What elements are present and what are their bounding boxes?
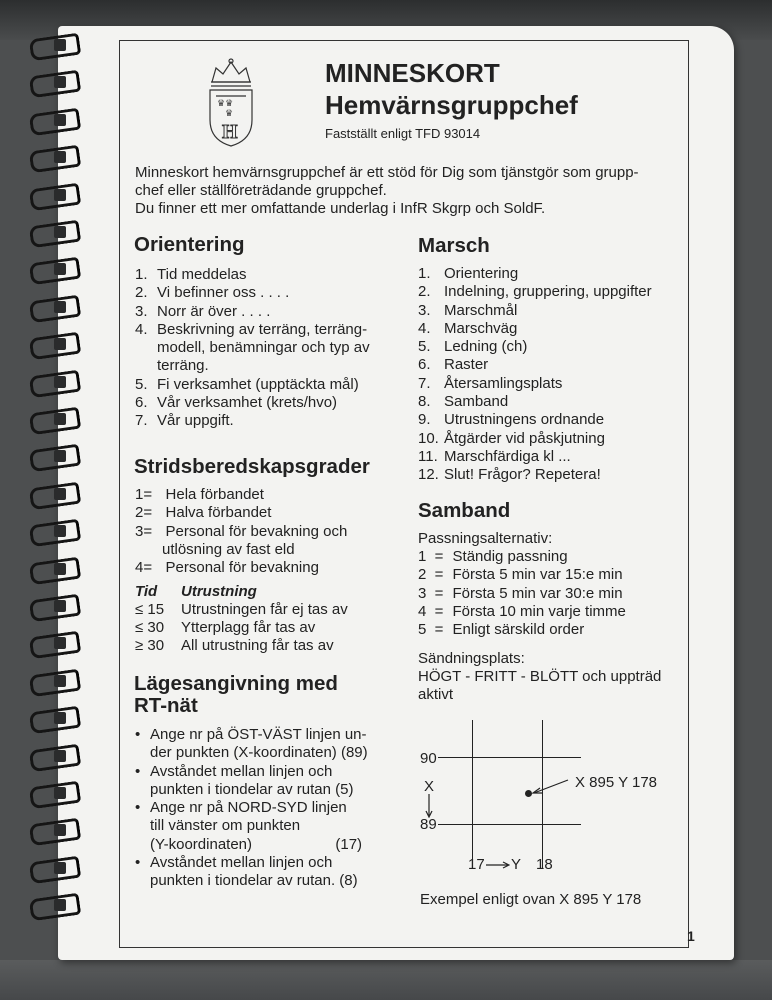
list-item: 4. Beskrivning av terräng, terräng- (135, 320, 368, 338)
table-cell-tid: ≤ 30 (135, 619, 165, 636)
list-item-continuation: terräng. (157, 357, 209, 375)
list-item: 4= Personal för bevakning (135, 559, 319, 577)
grid-label-89: 89 (420, 816, 437, 833)
samband-heading: Samband (418, 499, 511, 522)
axis-label-x: X (424, 778, 435, 795)
spiral-ring (26, 487, 88, 501)
spiral-ring (26, 636, 88, 650)
list-item: 5. Ledning (ch) (418, 338, 528, 356)
spiral-ring (26, 823, 88, 837)
list-item: 2= Halva förbandet (135, 504, 272, 522)
table-cell-text: All utrustning får tas av (181, 637, 334, 654)
sandningsplats-text: aktivt (418, 686, 454, 703)
spiral-ring (26, 150, 88, 164)
spiral-ring (26, 412, 88, 426)
list-item-continuation: punkten i tiondelar av rutan (5) (150, 780, 354, 798)
list-item: • Avståndet mellan linjen och (135, 854, 333, 872)
axis-label-y: Y (511, 856, 522, 873)
passning-label: Passningsalternativ: (418, 530, 553, 547)
arrow-down-icon (424, 794, 434, 818)
spiral-ring (26, 38, 88, 52)
list-item: 1 = Ständig passning (418, 548, 568, 565)
arrow-right-icon (486, 859, 510, 871)
grid-label-90: 90 (420, 750, 437, 767)
list-item: 1. Orientering (418, 265, 519, 282)
list-item: 3= Personal för bevakning och (135, 522, 348, 540)
coat-of-arms-icon (202, 56, 260, 148)
grid-label-18: 18 (536, 856, 553, 873)
grid-line-vertical (472, 720, 473, 868)
list-item: 1= Hela förbandet (135, 486, 264, 503)
table-cell-tid: ≥ 30 (135, 637, 165, 654)
grid-line-horizontal (438, 757, 581, 758)
list-item: 10. Åtgärder vid påskjutning (418, 429, 605, 447)
lagesangivning-heading: Lägesangivning med (134, 672, 338, 695)
background-bottom (0, 960, 772, 1000)
grid-line-horizontal (438, 824, 581, 825)
list-item: 8. Samband (418, 393, 509, 411)
spiral-ring (26, 898, 88, 912)
sandningsplats-text: HÖGT - FRITT - BLÖTT och uppträd (418, 668, 662, 685)
intro-line: Du finner ett mer omfattande underlag i InfR Skgrp och SoldF. (135, 200, 546, 217)
list-item: 3. Norr är över . . . . (135, 302, 271, 320)
page-number: 1 (687, 928, 695, 944)
spiral-ring (26, 300, 88, 314)
table-cell-text: Utrustningen får ej tas av (181, 601, 348, 618)
card-subtitle: Hemvärnsgruppchef (325, 90, 578, 120)
spiral-ring (26, 599, 88, 613)
list-item: 3. Marschmål (418, 301, 518, 319)
example-text: Exempel enligt ovan X 895 Y 178 (420, 891, 642, 908)
spiral-ring (26, 75, 88, 89)
spiral-ring (26, 562, 88, 576)
list-item-continuation: modell, benämningar och typ av (157, 339, 370, 357)
samband-list (418, 548, 626, 639)
grid-label-17: 17 (468, 856, 485, 873)
spiral-ring (26, 113, 88, 127)
memory-card-page (58, 26, 734, 960)
list-item: 2 = Första 5 min var 15:e min (418, 566, 623, 584)
list-item: • Avståndet mellan linjen och (135, 762, 333, 780)
svg-text:♛♛: ♛♛ (217, 99, 234, 109)
marsch-heading: Marsch (418, 234, 490, 257)
spiral-ring (26, 449, 88, 463)
list-item: 2. Indelning, gruppering, uppgifter (418, 283, 652, 301)
orientering-heading: Orientering (134, 233, 245, 256)
pointer-arrow-icon (530, 778, 570, 796)
list-item: 1. Tid meddelas (135, 266, 247, 283)
orientering-list (135, 266, 370, 431)
lagesangivning-list (135, 726, 368, 891)
list-item: 3 = Första 5 min var 30:e min (418, 584, 623, 602)
table-header-tid: Tid (135, 583, 158, 600)
stridsberedskap-heading: Stridsberedskapsgrader (134, 455, 370, 478)
list-item: 2. Vi befinner oss . . . . (135, 284, 290, 302)
svg-text:♛: ♛ (225, 109, 234, 119)
list-item: 5 = Enligt särskild order (418, 621, 585, 639)
spiral-ring (26, 786, 88, 800)
list-item: 9. Utrustningens ordnande (418, 411, 605, 429)
list-item: 4. Marschväg (418, 319, 518, 337)
card-title: MINNESKORT (325, 58, 500, 88)
list-item-continuation: punkten i tiondelar av rutan. (8) (150, 872, 358, 890)
list-item: 5. Fi verksamhet (upptäckta mål) (135, 375, 359, 393)
list-item: 7. Återsamlingsplats (418, 374, 563, 392)
spiral-ring (26, 749, 88, 763)
svg-text:H: H (222, 121, 238, 143)
spiral-ring (26, 861, 88, 875)
table-header-utrustning: Utrustning (181, 583, 257, 600)
sandningsplats-label: Sändningsplats: (418, 650, 525, 667)
table-cell-text: Ytterplagg får tas av (181, 619, 316, 636)
list-item: 7. Vår uppgift. (135, 412, 234, 430)
list-item: 11. Marschfärdiga kl ... (418, 447, 571, 465)
spiral-ring (26, 225, 88, 239)
reference-text: Fastställt enligt TFD 93014 (325, 126, 481, 141)
spiral-ring (26, 674, 88, 688)
lagesangivning-heading: RT-nät (134, 694, 198, 717)
list-item: • Ange nr på NORD-SYD linjen (135, 799, 347, 817)
spiral-ring (26, 524, 88, 538)
spiral-ring (26, 375, 88, 389)
list-item-continuation: utlösning av fast eld (162, 540, 295, 558)
list-item-continuation: till vänster om punkten (150, 817, 301, 835)
list-item: • Ange nr på ÖST-VÄST linjen un- (135, 726, 367, 743)
point-label: X 895 Y 178 (575, 774, 658, 791)
list-item: 4 = Första 10 min varje timme (418, 602, 626, 620)
intro-line: Minneskort hemvärnsgruppchef är ett stöd för Dig som tjänstgör som grupp- (135, 164, 639, 181)
list-item: 12. Slut! Frågor? Repetera! (418, 466, 601, 484)
spiral-ring (26, 188, 88, 202)
spiral-ring (26, 711, 88, 725)
table-cell-tid: ≤ 15 (135, 601, 165, 618)
list-item: 6. Vår verksamhet (krets/hvo) (135, 394, 338, 412)
spiral-ring (26, 262, 88, 276)
intro-line: chef eller ställföreträdande gruppchef. (135, 182, 387, 199)
marsch-list (418, 265, 652, 485)
list-item: 6. Raster (418, 356, 489, 374)
list-item-continuation: (Y-koordinaten) (17) (150, 835, 363, 853)
list-item-continuation: der punkten (X-koordinaten) (89) (150, 744, 368, 762)
spiral-ring (26, 337, 88, 351)
stridsberedskap-list (135, 486, 347, 577)
